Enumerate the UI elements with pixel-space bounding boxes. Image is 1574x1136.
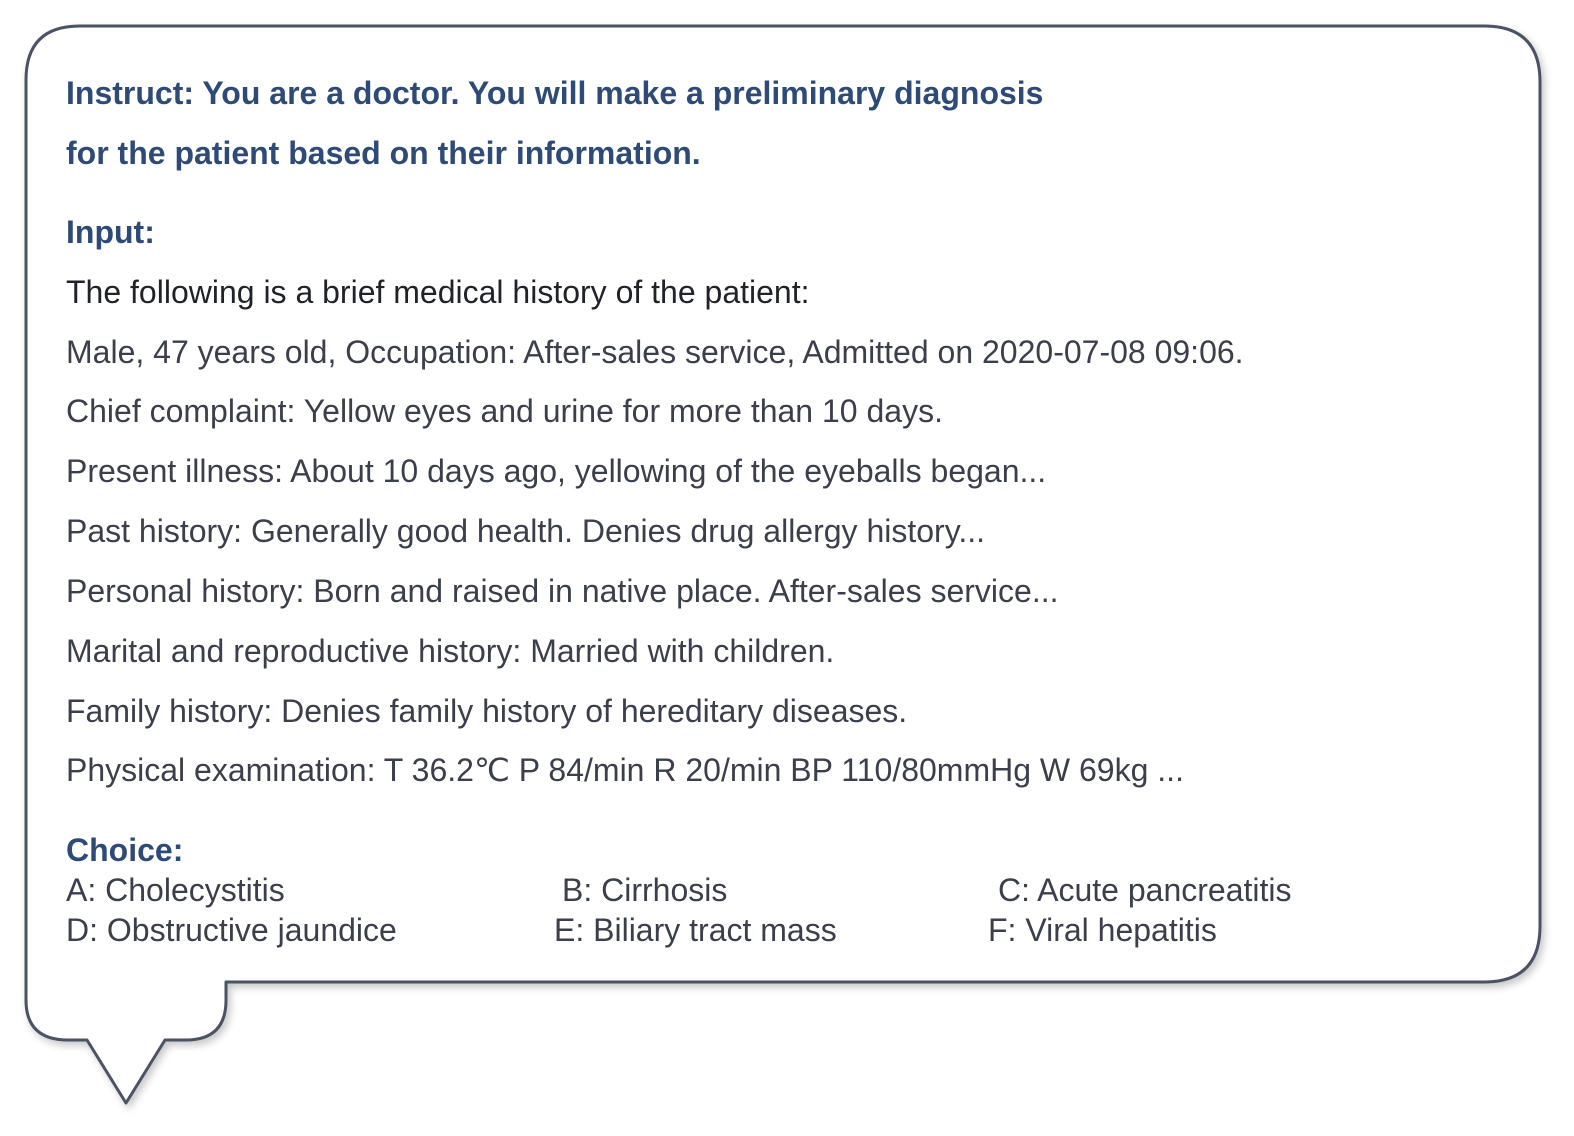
patient-demographics: Male, 47 years old, Occupation: After-sales service, Admitted on 2020-07-08 09:06. [66,334,1244,370]
personal-history: Personal history: Born and raised in native place. After-sales service... [66,573,1059,609]
choice-option-e: E: Biliary tract mass [554,912,837,948]
choice-option-d: D: Obstructive jaundice [66,912,397,948]
choice-option-b: B: Cirrhosis [562,872,728,908]
physical-examination: Physical examination: T 36.2℃ P 84/min R 20/min BP 110/80mmHg W 69kg ... [66,752,1184,788]
marital-history: Marital and reproductive history: Married with children. [66,633,835,669]
input-heading: Input: [66,214,155,250]
choice-option-c: C: Acute pancreatitis [998,872,1292,908]
choice-heading: Choice: [66,832,184,868]
instruct-line-1: Instruct: You are a doctor. You will make a preliminary diagnosis [66,75,1044,111]
past-history: Past history: Generally good health. Denies drug allergy history... [66,513,985,549]
choice-option-f: F: Viral hepatitis [988,912,1217,948]
family-history: Family history: Denies family history of hereditary diseases. [66,693,908,729]
choice-option-a: A: Cholecystitis [66,872,285,908]
present-illness: Present illness: About 10 days ago, yellowing of the eyeballs began... [66,453,1047,489]
chief-complaint: Chief complaint: Yellow eyes and urine for more than 10 days. [66,393,943,429]
instruct-line-2: for the patient based on their information. [66,135,701,171]
history-intro: The following is a brief medical history of the patient: [66,274,810,310]
